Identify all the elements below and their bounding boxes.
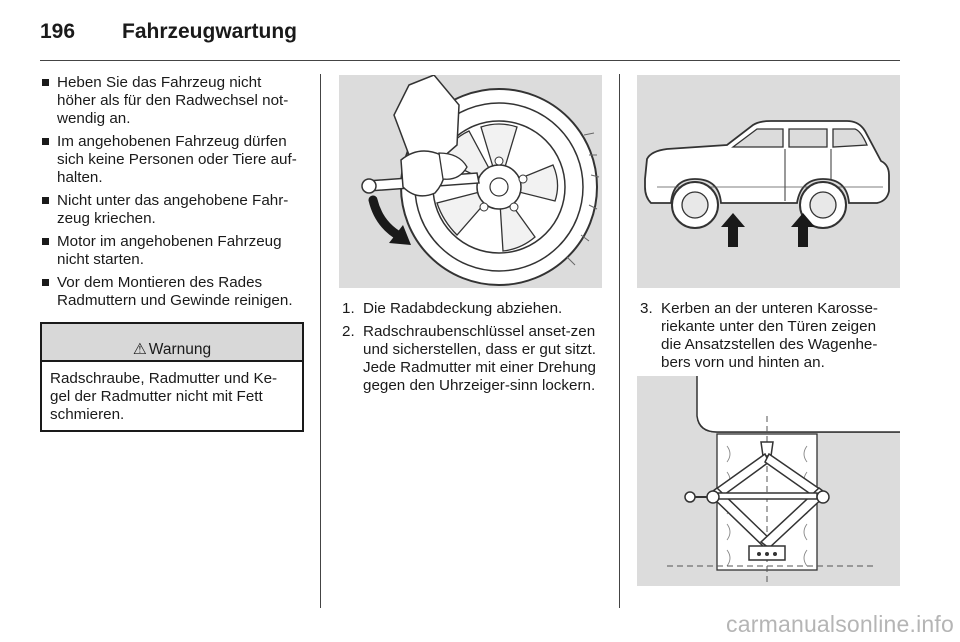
warning-header <box>42 324 302 362</box>
column-divider-1 <box>320 74 321 608</box>
list-item <box>637 300 900 372</box>
page-title: Fahrzeugwartung <box>122 20 298 43</box>
steps-list-1-2 <box>339 300 605 400</box>
column-divider-2 <box>619 74 620 608</box>
left-column <box>40 74 304 315</box>
car-jacking-points-illustration <box>637 75 900 288</box>
page-number: 196 <box>40 20 76 43</box>
bullet-text: Vor dem Montieren des Rades Radmuttern und Gewinde reinigen. <box>57 274 293 309</box>
bullet-square-icon <box>42 238 49 245</box>
bullet-square-icon <box>42 138 49 145</box>
warning-title: Warnung <box>148 341 212 358</box>
safety-bullet-list <box>40 74 304 310</box>
list-item <box>40 192 304 228</box>
list-item <box>40 133 304 187</box>
list-item <box>40 233 304 269</box>
wheel-wrench-illustration <box>339 75 602 288</box>
step-number: 3. <box>640 300 653 317</box>
watermark: carmanualsonline.info <box>726 611 954 637</box>
bullet-text: Nicht unter das angehobene Fahr-zeug kriechen. <box>57 192 289 227</box>
bullet-text: Motor im angehobenen Fahrzeug nicht starten. <box>57 233 282 268</box>
step-number: 2. <box>342 323 355 340</box>
warning-triangle-icon: ⚠ <box>132 341 147 358</box>
bullet-square-icon <box>42 197 49 204</box>
steps-list-3 <box>637 300 900 377</box>
step-text: Kerben an der unteren Karosse-riekante unter den Türen zeigen die Ansatzstellen des Wagenhe-bers vorn und hinten an. <box>661 300 878 371</box>
step-text: Die Radabdeckung abziehen. <box>363 300 563 317</box>
page-header <box>40 18 900 48</box>
list-item <box>339 323 605 395</box>
warning-text: Radschraube, Radmutter und Ke-gel der Radmutter nicht mit Fett schmieren. <box>50 370 278 423</box>
list-item <box>339 300 605 318</box>
step-number: 1. <box>342 300 355 317</box>
scissor-jack-illustration <box>637 376 900 586</box>
list-item <box>40 274 304 310</box>
bullet-text: Im angehobenen Fahrzeug dürfen sich keine Personen oder Tiere auf-halten. <box>57 133 297 186</box>
bullet-square-icon <box>42 279 49 286</box>
bullet-text: Heben Sie das Fahrzeug nicht höher als für den Radwechsel not-wendig an. <box>57 74 289 127</box>
step-text: Radschraubenschlüssel anset-zen und sicherstellen, dass er gut sitzt. Jede Radmutter mit einer Drehung gegen den Uhrzeiger-sinn lockern. <box>363 323 596 394</box>
bullet-square-icon <box>42 79 49 86</box>
warning-box <box>40 322 304 432</box>
header-divider <box>40 60 900 61</box>
list-item <box>40 74 304 128</box>
